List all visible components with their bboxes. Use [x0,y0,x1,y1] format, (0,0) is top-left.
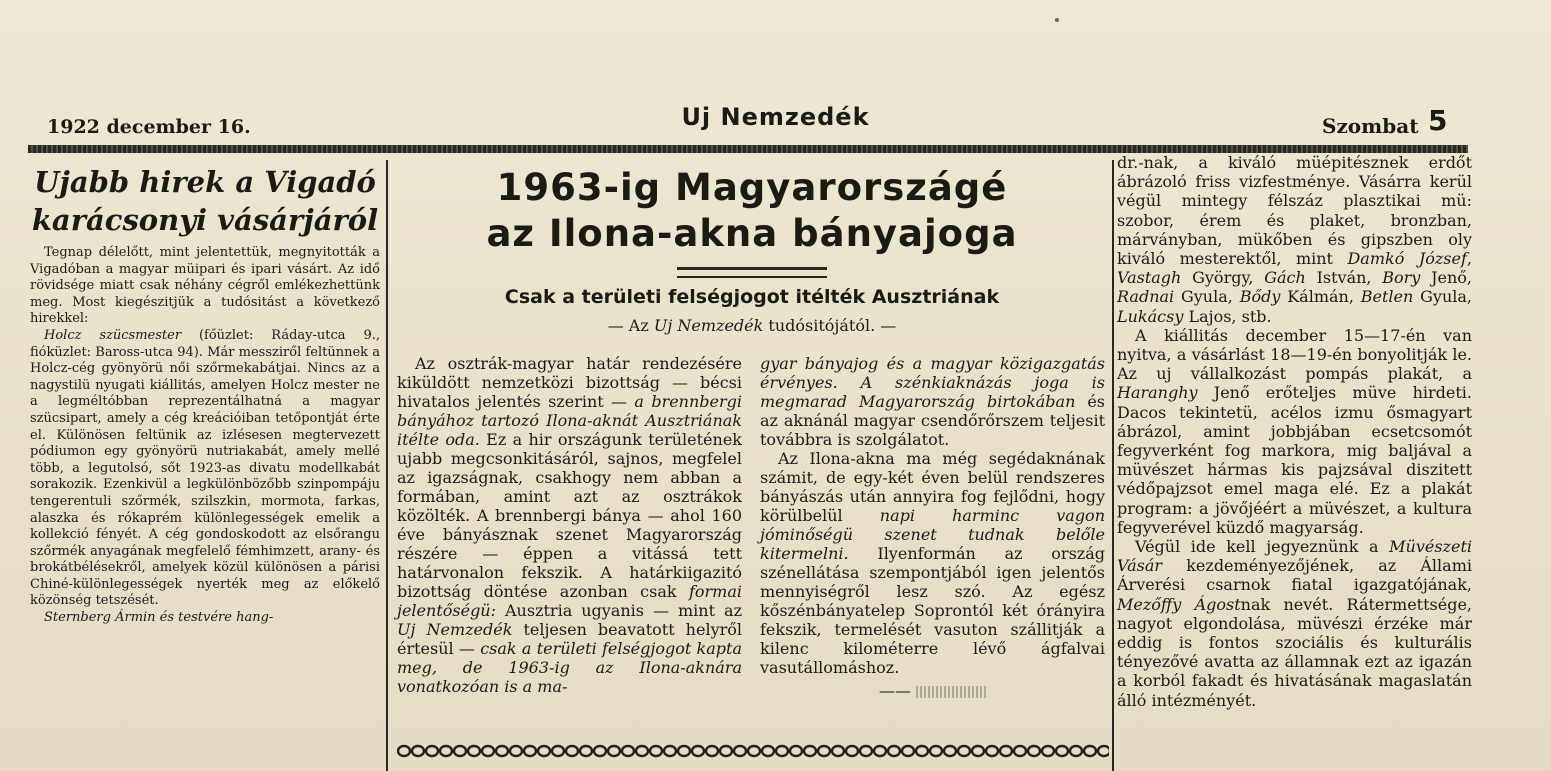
main-article-column-1 [397,354,742,696]
right-article [1117,153,1472,710]
column-divider-right [1112,160,1114,771]
col2-text-a: és az aknánál magyar csendőrőrszem teljesit továbbra is szolgálatot. [760,392,1106,449]
right-name-6: Bődy [1239,287,1281,307]
right-sep-1: , [1466,249,1472,269]
left-paragraph-1: Tegnap délelőtt, mint jelentettük, megnyitották a Vigadóban a magyar müipari és ipari vásárt. Az idő rövidsége miatt csak néhány cégről emlékezhettünk meg. Most kiegészitjük a tudósitást a következő hirekkel: [30,245,380,327]
right-p1-f: Kálmán, [1280,287,1361,307]
right-p3-italic: Müvészeti Vásár [1117,537,1472,576]
subheadline: Csak a területi felségjogot itélték Ausztriának [504,286,1000,308]
headline-rule [677,267,827,278]
column-divider-left [386,160,388,771]
right-name-1: Damkó József [1347,249,1467,269]
right-p1-c: István, [1305,268,1383,288]
left-paragraph-3 [30,610,380,627]
col2-text-b: Az Ilona-akna ma még segédaknának számit, de egy-két éven belül rendszeres bányászás után annyira fog fejlődni, hogy körülbelül [760,449,1105,525]
left-paragraph-2 [30,328,380,610]
right-name-4: Bory [1382,268,1421,288]
right-p1-a: dr.-nak, a kiváló müépitésznek erdőt ábrázoló friss vizfestménye. Vásárra kerül végül mintegy félszáz plasztikai mü: szobor, érem és plaket, bronzban, márványban, mükőben és gipszben oly kiváló mesterektől, mint [1117,153,1472,269]
right-p2-b: Jenő erőteljes müve hirdeti. Dacos tekintetü, acélos izmu ősmagyart ábrázol, amint jobbjában ecsetcsomót fegyverként fog markora, mig baljával a müvészet hármas kis pajzsával diszitett védőpajzsot emel maga elé. Ez a plakát program: a jövőjéért a müvészet, a kultura fegyverével küzdő magyarság. [1117,383,1472,537]
headline-line-1: 1963-ig Magyarországé [496,166,1008,209]
main-col2-paragraph-1 [760,354,1105,449]
left-paragraph-3-text: Sternberg Ármin és testvére hang- [44,610,274,626]
right-p2-a: A kiállitás december 15—17-én van nyitva, a vásárlást 18—19-én bonyolitják le. Az uj vállalkozást pompás plakát, a [1117,325,1472,384]
ink-speck [1055,18,1059,22]
right-p3-c: nak nevét. Rátermettsége, nagyot elgondolása, müvészi érzéke már eddig is fontos szociális és kulturális tényezővé avatta az államnak ezt az igazán a korból fakadt és hivatásának magaslatán álló intézményét. [1117,594,1472,710]
main-col1-paragraph [397,354,742,696]
ornamental-border [397,742,1109,760]
right-name-7: Betlen [1360,287,1414,307]
col1-text-a: Az osztrák-magyar határ rendezésére kiküldött nemzetközi bizottság — bécsi hivatalos jelentés szerint — [397,354,742,411]
masthead-title: Uj Nemzedék [681,103,870,131]
left-paragraph-2-text: (főüzlet: Ráday-utca 9., fióküzlet: Baross-utca 94). Már messziről feltünnek a Holcz-cég gyönyörü női szőrmekabátjai. Nincs az a nagystilü nyugati kiállitás, amelyen Holcz mester ne a legméltóbban reprezentálhatná a magyar szücsipart, amely a cég kreációiban tetőpontját érte el. Különösen feltünik az izlésesen megtervezett pódiumon egy gyönyörü nutriakabát, amely mellé több, a legutolsó, sőt 1923-as divatu modellkabát sorakozik. Ezenkivül a legkülönbözőbb szinpompáju tengerentuli szőrmék, szilszkin, mormota, farkas, alaszka és rókaprém különlegességek emelik a kollekció fényét. A cég gondoskodott az elsőrangu szőrmék anyagának megfelelő fémhimzett, arany- és brokátbélésekről, amelyek közül különösen a párisi Chiné-különlegességek nyerték meg az előkelő közönség tetszését. [30,327,380,609]
byline [397,316,1107,335]
left-title-line-2: karácsonyi vásárjáról [31,203,379,237]
col2-italic-a: gyar bányajog és a magyar közigazgatás érvényes. A szénkiaknázás joga is megmarad Magyarország birtokában [760,354,1105,411]
right-p1-d: Jenő, [1420,268,1473,288]
main-article-header [397,165,1107,335]
headline-line-2: az Ilona-akna bányajoga [486,212,1018,255]
right-name-3: Gách [1264,268,1306,288]
col1-text-d: teljesen beavatott helyről értesül — [397,620,742,658]
main-article-column-2 [760,354,1105,700]
article-end-mark [760,681,1105,700]
right-paragraph-3 [1117,537,1472,710]
left-article [30,163,380,627]
col2-italic-b: napi harminc vagon jóminőségü szenet tudnak belőle kitermelni. [760,506,1105,563]
right-p1-g: Gyula, [1413,287,1473,307]
print-smudge [916,686,986,698]
issue-date: 1922 december 16. [47,116,251,138]
main-col2-paragraph-2 [760,449,1105,677]
right-p1-h: Lajos, stb. [1183,306,1272,326]
byline-pre: — Az [607,316,654,335]
page-number: 5 [1428,104,1448,137]
col1-text-c: Ausztria ugyanis — mint az [496,601,742,620]
right-p1-e: Gyula, [1174,287,1240,307]
left-paragraph-2-name: Holcz szücsmester [44,327,182,343]
right-p3-a: Végül ide kell jegyeznünk a [1135,537,1390,557]
right-p2-name: Haranghy [1117,383,1198,403]
col1-italic-b: formai jelentőségü: [397,582,742,620]
col2-text-c: Ilyenformán az ország szénellátása szempontjából igen jelentős mennyiségről lesz szó. Az egész kőszénbányatelep Soprontól két órányira fekszik, termelését vasuton szállitják a kilenc kilométerre lévő ágfalvai vasutállomáshoz. [760,544,1105,677]
byline-paper: Uj Nemzedék [653,316,764,335]
right-p1-b: György, [1181,268,1265,288]
col1-italic-c: csak a területi felségjogot kapta meg, de 1963-ig az Ilona-aknára vonatkozóan is a ma- [397,639,742,696]
right-p3-name: Mezőffy Ágost [1117,594,1241,614]
byline-post: tudósitójától. — [763,316,897,335]
left-article-body [30,245,380,627]
end-dash: —— [878,681,911,700]
col1-text-b: Ez a hir országunk területének ujabb megcsonkitásáról, sajnos, megfelel az igazságnak, csakhogy nem abban a formában, amint azt az osztrákok közölték. A brennbergi bánya — ahol 160 éve bányásznak szenet Magyarország részére — éppen a vitássá tett határvonalon fekszik. A határkiigazitó bizottság döntése azonban csak [397,430,742,601]
col1-italic-a: a brennbergi bányához tartozó Ilona-aknát Ausztriának itélte oda. [397,392,743,449]
col1-paper-name: Uj Nemzedék [397,620,513,639]
left-title-line-1: Ujabb hirek a Vigadó [34,165,376,199]
issue-day: Szombat [1322,114,1419,138]
header-rule [28,145,1468,153]
right-name-5: Radnai [1117,287,1175,307]
right-p3-b: kezdeményezőjének, az Állami Árverési csarnok fiatal igazgatójának, [1117,556,1472,595]
left-article-title [30,163,380,239]
right-paragraph-2 [1117,326,1472,537]
right-paragraph-1 [1117,153,1472,326]
right-name-2: Vastagh [1117,268,1182,288]
right-name-8: Lukácsy [1117,306,1184,326]
